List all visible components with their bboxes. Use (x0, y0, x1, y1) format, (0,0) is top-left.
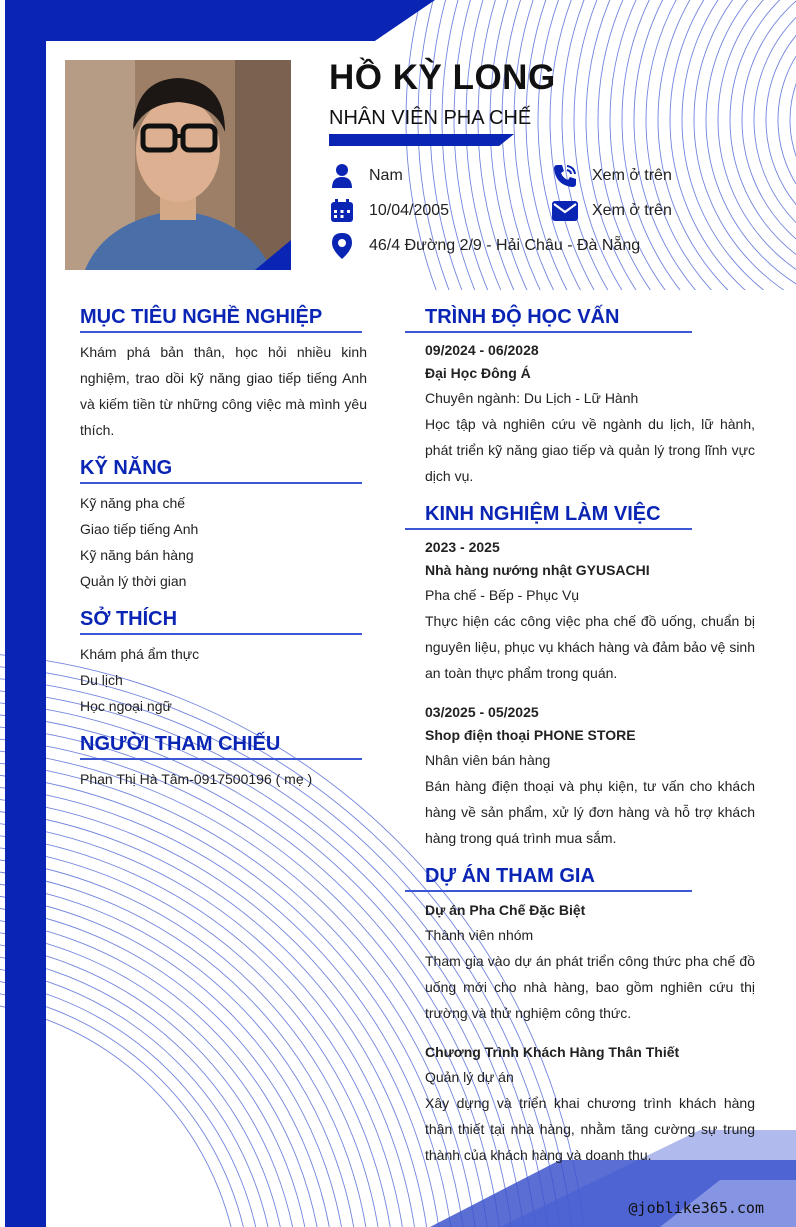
email-value: Xem ở trên (592, 202, 672, 219)
entry-subtitle: Nhân viên bán hàng (425, 752, 551, 768)
left-accent-bar (5, 0, 46, 1227)
experience-entry (425, 536, 755, 686)
email-icon (552, 198, 578, 224)
list-item: Du lịch (80, 672, 123, 688)
entry-description: Tham gia vào dự án phát triển công thức pha chế đồ uống mới cho nhà hàng, bao gồm nghiên cứu thị trường và thử nghiệm công thức. (425, 953, 755, 1021)
project-entry (425, 898, 755, 1026)
list-item: Kỹ năng pha chế (80, 495, 186, 511)
entry-subtitle: Thành viên nhóm (425, 927, 534, 943)
skills-heading: KỸ NĂNG (80, 457, 173, 479)
gender-row (329, 163, 403, 189)
user-icon (329, 163, 355, 189)
entry-date: 03/2025 - 05/2025 (425, 704, 539, 720)
experience-divider (405, 528, 692, 530)
projects-heading: DỰ ÁN THAM GIA (425, 865, 595, 887)
entry-organization: Nhà hàng nướng nhật GYUSACHI (425, 562, 650, 578)
list-item: Học ngoại ngữ (80, 698, 172, 714)
phone-value: Xem ở trên (592, 167, 672, 184)
entry-description: Thực hiện các công việc pha chế đồ uống, chuẩn bị nguyên liệu, phục vụ khách hàng và đảm bảo vệ sinh an toàn thực phẩm trong quán. (425, 613, 756, 681)
website-watermark: @joblike365.com (628, 1199, 764, 1217)
projects-divider (405, 890, 692, 892)
education-entry (425, 339, 755, 489)
objective-text: Khám phá bản thân, học hỏi nhiều kinh nghiệm, trao dồi kỹ năng giao tiếp tiếng Anh và kiếm tiền từ những công việc mà mình yêu thích. (80, 344, 367, 438)
references-divider (80, 758, 362, 760)
profile-photo (65, 60, 291, 270)
entry-date: 09/2024 - 06/2028 (425, 342, 539, 358)
candidate-name: HỒ KỲ LONG (329, 58, 556, 97)
list-item: Quản lý thời gian (80, 573, 187, 589)
experience-entry (425, 701, 755, 851)
entry-organization: Shop điện thoại PHONE STORE (425, 727, 636, 743)
education-heading: TRÌNH ĐỘ HỌC VẤN (425, 306, 620, 328)
address-value: 46/4 Đường 2/9 - Hải Châu - Đà Nẵng (369, 237, 641, 254)
list-item: Kỹ năng bán hàng (80, 547, 194, 563)
phone-icon (552, 163, 578, 189)
address-row (329, 233, 640, 259)
entry-description: Bán hàng điện thoại và phụ kiện, tư vấn cho khách hàng về sản phẩm, xử lý đơn hàng và hỗ trợ khách hàng trong quá trình mua sắm. (425, 778, 755, 846)
entry-description: Học tập và nghiên cứu về ngành du lịch, lữ hành, phát triển kỹ năng giao tiếp và quản lý trong lĩnh vực dịch vụ. (425, 416, 755, 484)
entry-organization: Chương Trình Khách Hàng Thân Thiết (425, 1044, 680, 1060)
references-text: Phan Thị Hà Tâm-0917500196 ( mẹ ) (80, 771, 313, 787)
gender-value: Nam (369, 167, 403, 184)
skills-divider (80, 482, 362, 484)
entry-subtitle: Chuyên ngành: Du Lịch - Lữ Hành (425, 390, 639, 406)
entry-subtitle: Pha chế - Bếp - Phục Vụ (425, 587, 580, 603)
entry-description: Xây dựng và triển khai chương trình khách hàng thân thiết tại nhà hàng, nhằm tăng cường sự trung thành của khách hàng và doanh thu. (425, 1095, 755, 1163)
project-entry (425, 1040, 755, 1168)
phone-row (552, 163, 672, 189)
location-pin-icon (329, 233, 355, 259)
entry-organization: Dự án Pha Chế Đặc Biệt (425, 902, 586, 918)
hobbies-list (80, 641, 199, 719)
job-title: NHÂN VIÊN PHA CHẾ (329, 107, 532, 129)
entry-date: 2023 - 2025 (425, 539, 500, 555)
entry-organization: Đại Học Đông Á (425, 365, 531, 381)
experience-heading: KINH NGHIỆM LÀM VIỆC (425, 503, 661, 525)
hobbies-heading: SỞ THÍCH (80, 608, 178, 630)
references-heading: NGƯỜI THAM CHIẾU (80, 733, 281, 755)
entry-subtitle: Quản lý dự án (425, 1069, 514, 1085)
email-row (552, 198, 672, 224)
birthdate-value: 10/04/2005 (369, 202, 450, 219)
objective-heading: MỤC TIÊU NGHỀ NGHIỆP (80, 306, 323, 328)
calendar-icon (329, 198, 355, 224)
top-accent-bar (5, 0, 435, 41)
list-item: Giao tiếp tiếng Anh (80, 521, 199, 537)
title-underline (329, 134, 514, 146)
education-divider (405, 331, 692, 333)
birthdate-row (329, 198, 449, 224)
hobbies-divider (80, 633, 362, 635)
list-item: Khám phá ẩm thực (80, 646, 200, 662)
skills-list (80, 490, 198, 594)
objective-divider (80, 331, 362, 333)
